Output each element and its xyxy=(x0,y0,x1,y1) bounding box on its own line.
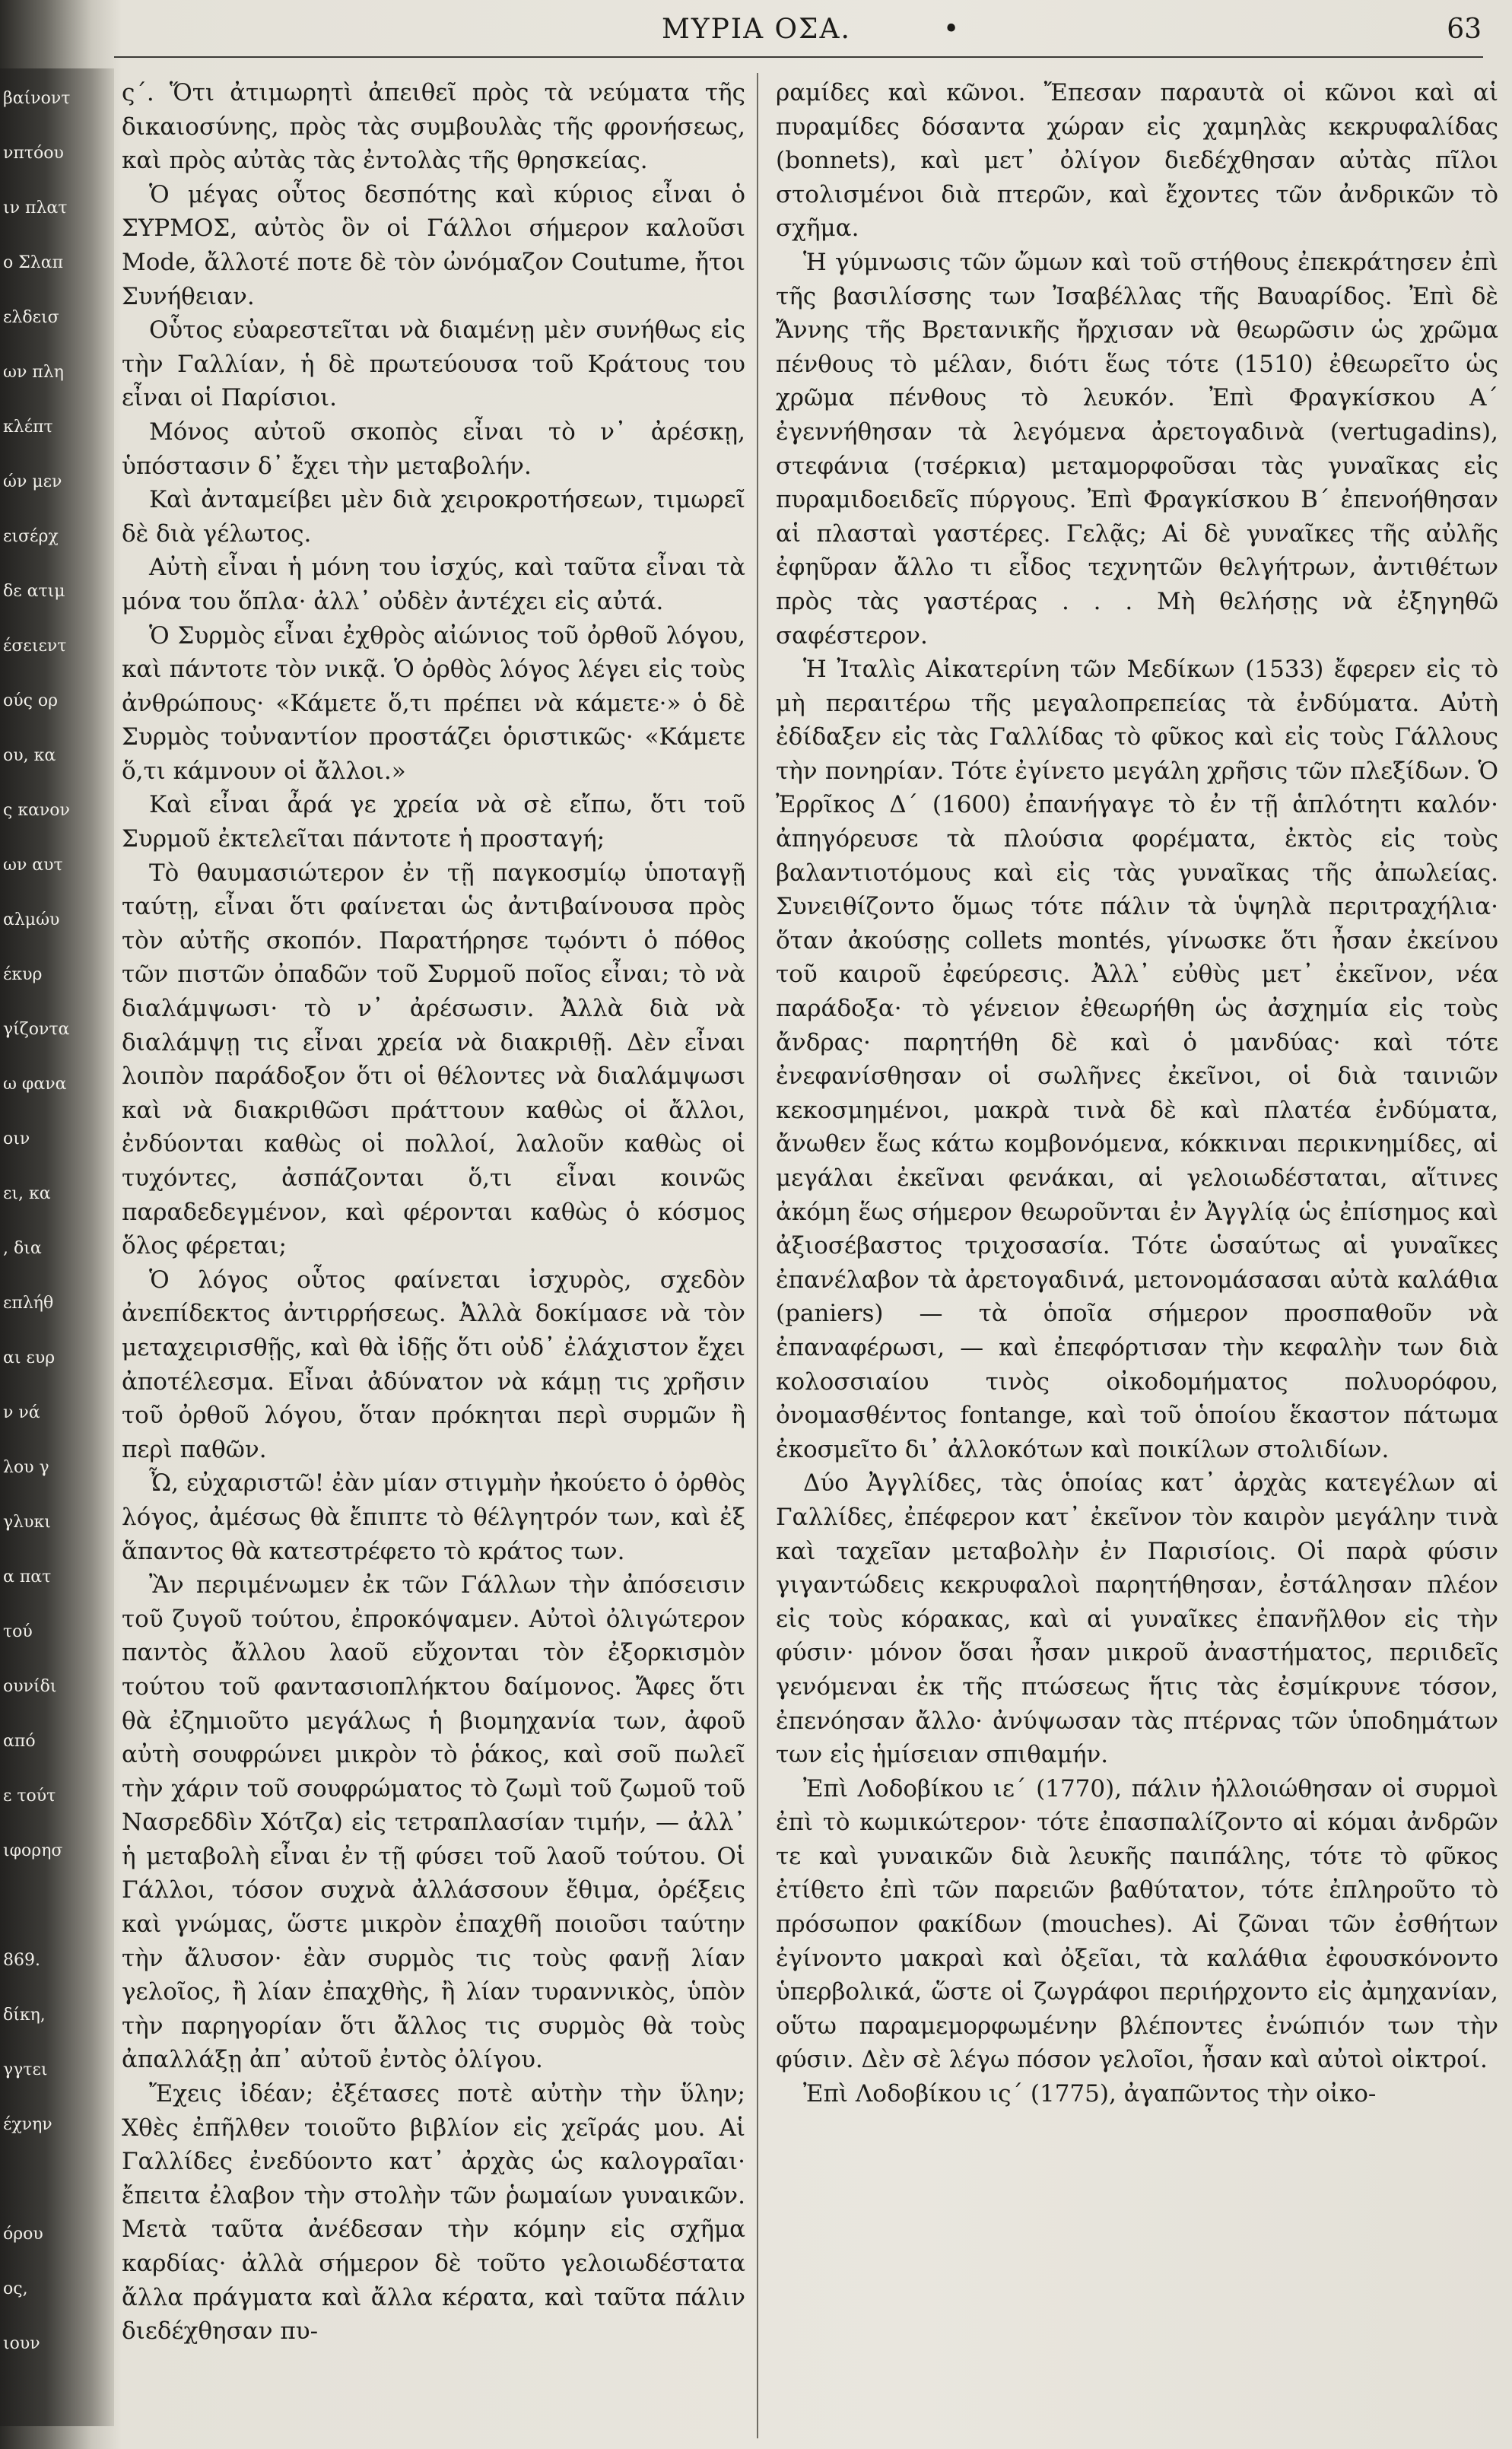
gutter-fragment: γλυκι xyxy=(3,1513,51,1532)
gutter-fragment: δε ατιμ xyxy=(3,582,65,601)
gutter-fragment: ιουν xyxy=(3,2334,40,2353)
gutter-fragment: αι ευρ xyxy=(3,1348,56,1367)
paragraph: Καὶ εἶναι ἆρά γε χρεία νὰ σὲ εἴπω, ὅτι τοῦ Συρμοῦ ἐκτελεῖται πάντοτε ἡ προσταγή; xyxy=(122,791,745,853)
gutter-fragment: ων αυτ xyxy=(3,856,63,875)
paragraph: ς΄. Ὅτι ἀτιμωρητὶ ἀπειθεῖ πρὸς τὰ νεύματα τῆς δικαιοσύνης, πρὸς τὰς συμβουλὰς τῆς φρονήσεως, καὶ πρὸς αὐτὰς τὰς ἐντολὰς τῆς θρησκείας. xyxy=(122,79,745,175)
header-dot: • xyxy=(943,14,960,45)
gutter-fragment: έχνην xyxy=(3,2115,52,2134)
page-header xyxy=(114,14,1497,59)
gutter-fragment: γίζοντα xyxy=(3,1020,70,1039)
gutter-fragment: αλμώυ xyxy=(3,910,60,929)
gutter-fragment: κλέπτ xyxy=(3,418,53,437)
gutter-fragment: ων πλη xyxy=(3,363,64,382)
left-column xyxy=(122,76,745,2349)
gutter-fragment: ω φανα xyxy=(3,1075,67,1094)
page-number: 63 xyxy=(1447,14,1482,45)
gutter-fragment: ών μεν xyxy=(3,472,62,491)
gutter-fragment: ιφορησ xyxy=(3,1841,63,1860)
gutter-fragment: τού xyxy=(3,1622,33,1641)
paragraph: Ἡ γύμνωσις τῶν ὤμων καὶ τοῦ στήθους ἐπεκράτησεν ἐπὶ τῆς βασιλίσσης των Ἰσαβέλλας τῆς Βαυαρίδος. Ἐπὶ δὲ Ἄννης τῆς Βρετανικῆς ἤρχισαν νὰ θεωρῶσιν ὡς χρῶμα πένθους τὸ μέλαν, διότι ἕως τότε (1510) ἐθεωρεῖτο ὡς χρῶμα πένθους τὸ λευκόν. Ἐπὶ Φραγκίσκου Α΄ ἐγεννήθησαν τὰ λεγόμενα ἀρετογαδινὰ (vertugadins), στεφάνια (τσέρκια) μεταμορφοῦσαι τὰς γυναῖκας εἰς πυραμιδοειδεῖς πύργους. Ἐπὶ Φραγκίσκου Β΄ ἐπενοήθησαν αἱ πλασταὶ γαστέρες. Γελᾷς; Αἱ δὲ γυναῖκες τῆς αὐλῆς ἐφηῦραν ἄλλο τι εἶδος τεχνητῶν θελγήτρων, ἀντιθέτων πρὸς τὰς γαστέρας . . . Μὴ θελήσῃς νὰ ἐξηγηθῶ σαφέστερον. xyxy=(776,248,1498,650)
gutter-fragment: εισέρχ xyxy=(3,527,59,546)
facing-page-gutter xyxy=(0,68,114,2426)
gutter-fragment: οιν xyxy=(3,1129,30,1148)
paragraph: ραμίδες καὶ κῶνοι. Ἔπεσαν παραυτὰ οἱ κῶνοι καὶ αἱ πυραμίδες δόσαντα χώραν εἰς χαμηλὰς κεκρυφαλίδας (bonnets), καὶ μετ᾽ ὀλίγον διεδέχθησαν αὐτὰς πῖλοι στολισμένοι διὰ πτερῶν, καὶ ἔχοντες τῶν ἀνδρικῶν τὸ σχῆμα. xyxy=(776,79,1498,243)
paragraph: Δύο Ἀγγλίδες, τὰς ὁποίας κατ᾽ ἀρχὰς κατεγέλων αἱ Γαλλίδες, ἐπέφερον κατ᾽ ἐκεῖνον τὸν καιρὸν μεγάλην τινὰ καὶ ταχεῖαν μεταβολὴν ἐν Παρισίοις. Οἱ παρὰ φύσιν γιγαντώδεις κεκρυφαλοὶ παρητήθησαν, ἐστάλησαν πλέον εἰς τοὺς κόρακας, καὶ αἱ γυναῖκες ἐπανῆλθον εἰς τὴν φύσιν· μόνον ὅσαι ἦσαν μικροῦ ἀναστήματος, περιιδεῖς γενόμεναι ἐκ τῆς πτώσεως ἥτις τὰς ἐσμίκρυνε τόσον, ἐπενόησαν ἄλλο· ἀνύψωσαν τὰς πτέρνας τῶν ὑποδημάτων των εἰς ἡμίσειαν σπιθαμήν. xyxy=(776,1469,1498,1769)
gutter-fragment: ν νά xyxy=(3,1403,40,1422)
gutter-fragment: ο Σλαπ xyxy=(3,253,64,272)
gutter-fragment: ιν πλατ xyxy=(3,199,68,218)
gutter-fragment: όρου xyxy=(3,2225,43,2244)
gutter-fragment: ουνίδι xyxy=(3,1677,57,1696)
paragraph: Τὸ θαυμασιώτερον ἐν τῇ παγκοσμίῳ ὑποταγῇ ταύτῃ, εἶναι ὅτι φαίνεται ὡς ἀντιβαίνουσα πρὸς τὸν αὐτῆς σκοπόν. Παρατήρησε τῳόντι ὁ πόθος τῶν πιστῶν ὀπαδῶν τοῦ Συρμοῦ ποῖος εἶναι; τὸ νὰ διαλάμψωσι· τὸ ν᾽ ἀρέσωσιν. Ἀλλὰ διὰ νὰ διαλάμψῃ τις εἶναι χρεία νὰ διακριθῇ. Δὲν εἶναι λοιπὸν παράδοξον ὅτι οἱ θέλοντες νὰ διαλάμψωσι καὶ νὰ διακριθῶσι πράττουν καθὼς οἱ ἄλλοι, ἐνδύονται καθὼς οἱ πολλοί, λαλοῦν καθὼς οἱ τυχόντες, ἀσπάζονται ὅ,τι εἶναι κοινῶς παραδεδεγμένον, καὶ φέρονται καθὼς ὁ κόσμος ὅλος φέρεται; xyxy=(122,859,745,1260)
paragraph: Ἐπὶ Λοδοβίκου ις΄ (1775), ἀγαπῶντος τὴν οἰκο- xyxy=(803,2080,1377,2108)
right-column xyxy=(776,76,1498,2111)
paragraph: Ἂν περιμένωμεν ἐκ τῶν Γάλλων τὴν ἀπόσεισιν τοῦ ζυγοῦ τούτου, ἐπροκόψαμεν. Αὐτοὶ ὀλιγώτερον παντὸς ἄλλου λαοῦ εὔχονται τὸν ἐξορκισμὸν τούτου τοῦ φαντασιοπλήκτου δαίμονος. Ἄφες ὅτι θὰ ἐζημιοῦτο μεγάλως ἡ βιομηχανία των, ἀφοῦ αὐτὴ σουφρώνει μικρὸν τὸ ῥάκος, καὶ σοῦ πωλεῖ τὴν χάριν τοῦ σουφρώματος τὸ ζωμὶ τοῦ ζωμοῦ τοῦ Νασρεδδὶν Χότζα) εἰς τετραπλασίαν τιμήν, — ἀλλ᾽ ἡ μεταβολὴ εἶναι ἐν τῇ φύσει τοῦ λαοῦ τούτου. Οἱ Γάλλοι, τόσον συχνὰ ἀλλάσσουν ἔθιμα, ὀρέξεις καὶ γνώμας, ὥστε μικρὸν ἐπαχθῆ ποιοῦσι ταύτην τὴν ἄλυσον· ἐὰν συρμὸς τις τοὺς φανῇ λίαν γελοῖος, ἢ λίαν ἐπαχθὴς, ἢ λίαν τυραννικὸς, ὑπὸν τὴν παρηγορίαν ὅτι ἄλλος τις συρμὸς θὰ τοὺς ἀπαλλάξῃ ἀπ᾽ αὐτοῦ ἐντὸς ὀλίγου. xyxy=(122,1571,745,2074)
gutter-fragment: βαίνοντ xyxy=(3,89,71,108)
gutter-fragment: νπτόου xyxy=(3,144,64,163)
gutter-fragment: , δια xyxy=(3,1239,42,1258)
gutter-fragment: 869. xyxy=(3,1951,40,1970)
gutter-fragment: ε τούτ xyxy=(3,1787,56,1806)
paragraph: Ὁ μέγας οὗτος δεσπότης καὶ κύριος εἶναι ὁ ΣΥΡΜΟΣ, αὐτὸς ὃν οἱ Γάλλοι σήμερον καλοῦσι Mode, ἄλλοτέ ποτε δὲ τὸν ὠνόμαζον Coutume, ἤτοι Συνήθειαν. xyxy=(122,180,745,310)
paragraph: Ὁ Συρμὸς εἶναι ἐχθρὸς αἰώνιος τοῦ ὀρθοῦ λόγου, καὶ πάντοτε τὸν νικᾷ. Ὁ ὀρθὸς λόγος λέγει εἰς τοὺς ἀνθρώπους· «Κάμετε ὅ,τι πρέπει νὰ κάμετε·» ὁ δὲ Συρμὸς τοὐναντίον προστάζει ὁριστικῶς· «Κάμετε ὅ,τι κάμνουν οἱ ἄλλοι.» xyxy=(122,621,745,785)
paragraph: Ὁ λόγος οὗτος φαίνεται ἰσχυρὸς, σχεδὸν ἀνεπίδεκτος ἀντιρρήσεως. Ἀλλὰ δοκίμασε νὰ τὸν μεταχειρισθῇς, καὶ θὰ ἰδῇς ὅτι οὐδ᾽ ἐλάχιστον ἔχει ἀποτέλεσμα. Εἶναι ἀδύνατον νὰ κάμῃ τις χρῆσιν τοῦ ὀρθοῦ λόγου, ὅταν πρόκηται περὶ συρμῶν ἢ περὶ παθῶν. xyxy=(122,1266,745,1463)
gutter-fragment: ος, xyxy=(3,2279,28,2298)
paragraph: Ὦ, εὐχαριστῶ! ἐὰν μίαν στιγμὴν ἠκούετο ὁ ὀρθὸς λόγος, ἀμέσως θὰ ἔπιπτε τὸ θέλγητρόν των, καὶ ἐξ ἅπαντος θὰ κατεστρέφετο τὸ κράτος των. xyxy=(122,1469,745,1565)
paragraph: Ἡ Ἰταλὶς Αἰκατερίνη τῶν Μεδίκων (1533) ἔφερεν εἰς τὸ μὴ περαιτέρω τῆς μεγαλοπρεπείας τὰ ἐνδύματα. Αὐτὴ ἐδίδαξεν εἰς τὰς Γαλλίδας τὸ φῦκος καὶ εἰς τοὺς Γάλλους τὴν πονηρίαν. Τότε ἐγίνετο μεγάλη χρῆσις τῶν πλεξίδων. Ὁ Ἐρρῖκος Δ΄ (1600) ἐπανήγαγε τὸ ἐν τῇ ἁπλότητι καλόν· ἀπηγόρευσε τὰ πλούσια φορέματα, ἐκτὸς εἰς τοὺς βαλαντιοτόμους καὶ εἰς τὰς γυναῖκας τῆς ἀπωλείας. Συνειθίζοντο ὅμως τότε πάλιν τὰ ὑψηλὰ περιτραχήλια· ὅταν ἀκούσῃς collets montés, γίνωσκε ὅτι ἦσαν ἐκείνου τοῦ καιροῦ ἐφεύρεσις. Ἀλλ᾽ εὐθὺς μετ᾽ ἐκεῖνον, νέα παράδοξα· τὸ γένειον ἐθεωρήθη ὡς ἀσχημία εἰς τοὺς ἄνδρας· παρητήθη δὲ καὶ ὁ μανδύας· καὶ τότε ἐνεφανίσθησαν οἱ σωλῆνες ἐκεῖνοι, οἱ διὰ ταινιῶν κεκοσμημένοι, μακρὰ τινὰ δὲ καὶ πλατέα ἐνδύματα, ἄνωθεν ἕως κάτω κομβονόμενα, κόκκιναι περικνημίδες, αἱ μεγάλαι ἐκεῖναι φενάκαι, αἱ γελοιωδέσταται, αἵτινες ἀκόμη ἕως σήμερον θεωροῦνται ἐν Ἀγγλίᾳ ὡς ἐπίσημος καὶ ἀξιοσέβαστος τριχοσασία. Τότε ὡσαύτως αἱ γυναῖκες ἐπανέλαβον τὰ ἀρετογαδινά, μετονομάσασαι αὐτὰ καλάθια (paniers) — τὰ ὁποῖα σήμερον προσπαθοῦν νὰ ἐπαναφέρωσι, — καὶ ἐπεφόρτισαν τὴν κεφαλὴν των διὰ κολοσσιαίου τινὸς οἰκοδομήματος πολυορόφου, ὀνομασθέντος fontange, καὶ τοῦ ὁποίου ἕκαστον πάτωμα ἐκοσμεῖτο δι᾽ ἀλλοκότων καὶ ποικίλων στολιδίων. xyxy=(776,656,1498,1463)
column-divider xyxy=(757,73,758,2438)
gutter-fragment: ς κανον xyxy=(3,801,70,820)
gutter-fragment: α πατ xyxy=(3,1568,52,1587)
gutter-fragment: λου γ xyxy=(3,1458,49,1477)
gutter-fragment: δίκη, xyxy=(3,2006,46,2025)
gutter-fragment: ου, κα xyxy=(3,746,56,765)
paragraph: Αὐτὴ εἶναι ἡ μόνη του ἰσχύς, καὶ ταῦτα εἶναι τὰ μόνα του ὅπλα· ἀλλ᾽ οὐδὲν ἀντέχει εἰς αὐτά. xyxy=(122,554,745,615)
paragraph: Καὶ ἀνταμείβει μὲν διὰ χειροκροτήσεων, τιμωρεῖ δὲ διὰ γέλωτος. xyxy=(122,486,745,548)
gutter-fragment: έκυρ xyxy=(3,965,43,984)
paragraph: Οὗτος εὐαρεστεῖται νὰ διαμένῃ μὲν συνήθως εἰς τὴν Γαλλίαν, ἡ δὲ πρωτεύουσα τοῦ Κράτους του εἶναι οἱ Παρίσιοι. xyxy=(122,316,745,412)
paragraph: Μόνος αὐτοῦ σκοπὸς εἶναι τὸ ν᾽ ἀρέσκῃ, ὑπόστασιν δ᾽ ἔχει τὴν μεταβολήν. xyxy=(122,418,745,480)
gutter-fragment: έσειεντ xyxy=(3,637,67,656)
running-title: ΜΥΡΙΑ ΟΣΑ. xyxy=(662,14,851,45)
gutter-fragment: ει, κα xyxy=(3,1184,51,1203)
gutter-fragment: γγτει xyxy=(3,2060,48,2079)
gutter-fragment: ούς ορ xyxy=(3,691,59,710)
paragraph: Ἐπὶ Λοδοβίκου ιε΄ (1770), πάλιν ἠλλοιώθησαν οἱ συρμοὶ ἐπὶ τὸ κωμικώτερον· τότε ἐπασπαλίζοντο αἱ κόμαι ἀνδρῶν τε καὶ γυναικῶν διὰ λευκῆς παιπάλης, τότε τὸ φῦκος ἐτίθετο ἐπὶ τῶν παρειῶν βαθύτατον, τότε ἐπληροῦτο τὸ πρόσωπον φακίδων (mouches). Αἱ ζῶναι τῶν ἐσθήτων ἐγίνοντο μακραὶ καὶ ὀξεῖαι, τὰ καλάθια ἐφουσκόνοντο ὑπερβολικά, ὥστε οἱ ζωγράφοι περιήρχοντο εἰς ἀμηχανίαν, οὕτω παραμεμορφωμένην βλέποντες ἐνώπιόν των τὴν φύσιν. Δὲν σὲ λέγω πόσον γελοῖοι, ἦσαν καὶ αὐτοὶ οἰκτροί. xyxy=(776,1774,1498,2074)
gutter-fragment: από xyxy=(3,1732,36,1751)
header-rule xyxy=(114,56,1483,58)
gutter-fragment: ελδεισ xyxy=(3,308,59,327)
gutter-fragment: επλήθ xyxy=(3,1294,54,1313)
paragraph: Ἔχεις ἰδέαν; ἐξέτασες ποτὲ αὐτὴν τὴν ὕλην; Χθὲς ἐπῆλθεν τοιοῦτο βιβλίον εἰς χεῖράς μου. Αἱ Γαλλίδες ἐνεδύοντο κατ᾽ ἀρχὰς ὡς καλογραῖαι· ἔπειτα ἐλαβον τὴν στολὴν τῶν ῥωμαίων γυναικῶν. Μετὰ ταῦτα ἀνέδεσαν τὴν κόμην εἰς σχῆμα καρδίας· ἀλλὰ σήμερον δὲ τοῦτο γελοιωδέστατα ἄλλα πράγματα καὶ ἄλλα κέρατα, καὶ ταῦτα πάλιν διεδέχθησαν πυ- xyxy=(122,2080,745,2346)
